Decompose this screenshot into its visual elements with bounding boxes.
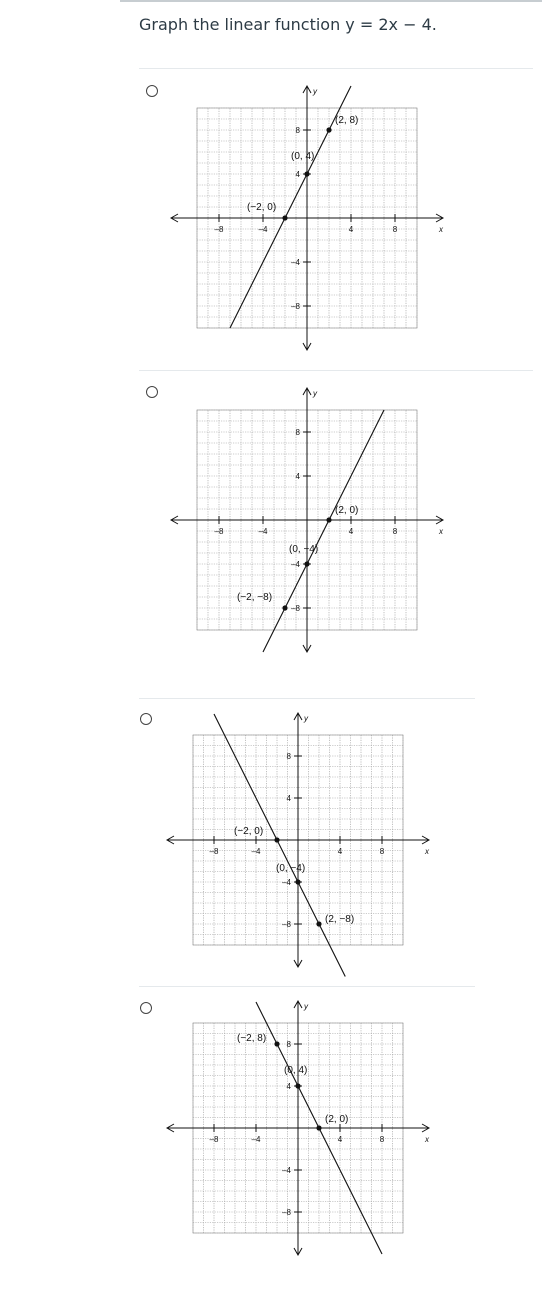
y-tick-label: 4 [295, 472, 300, 481]
x-axis-label: x [425, 847, 429, 856]
data-point [274, 837, 279, 842]
x-axis-label: x [439, 527, 443, 536]
axes [171, 86, 443, 350]
y-tick-label: –8 [291, 302, 300, 311]
y-axis-label: y [304, 1002, 308, 1011]
point-label: (2, 0) [335, 505, 359, 516]
option-2-graph [166, 372, 456, 672]
x-tick-label: –8 [209, 1135, 219, 1144]
data-point [282, 605, 287, 610]
option-4-radio[interactable] [140, 1002, 152, 1014]
x-tick-label: –8 [214, 527, 224, 536]
data-point [295, 1083, 300, 1088]
point-label: (0, −4) [289, 544, 319, 555]
data-point [326, 127, 331, 132]
data-point [282, 215, 287, 220]
x-tick-label: 8 [392, 225, 398, 234]
x-tick-label: 8 [392, 527, 398, 536]
y-tick-label: –4 [291, 560, 300, 569]
x-tick-label: –4 [258, 527, 268, 536]
data-point [316, 1125, 321, 1130]
y-tick-label: –8 [282, 1208, 291, 1217]
option-divider [139, 698, 475, 699]
point-label: (2, −8) [325, 914, 355, 925]
x-tick-label: 8 [379, 847, 385, 856]
y-axis-label: y [313, 87, 317, 96]
data-point [326, 517, 331, 522]
y-tick-label: 4 [286, 1082, 291, 1091]
x-axis-label: x [425, 1135, 429, 1144]
x-tick-label: 4 [337, 847, 343, 856]
x-tick-label: –4 [251, 1135, 261, 1144]
x-tick-label: 4 [348, 527, 354, 536]
y-tick-label: 8 [295, 428, 300, 437]
data-point [304, 171, 309, 176]
option-4-graph [158, 988, 443, 1288]
x-tick-label: –4 [251, 847, 261, 856]
x-tick-label: 8 [379, 1135, 385, 1144]
y-tick-label: –4 [282, 1166, 291, 1175]
x-tick-label: –8 [214, 225, 224, 234]
option-divider [139, 986, 475, 987]
data-point [304, 561, 309, 566]
top-divider [120, 0, 542, 2]
option-divider [139, 68, 533, 69]
y-tick-label: –8 [291, 604, 300, 613]
point-label: (−2, 0) [247, 202, 277, 213]
point-label: (−2, −8) [237, 592, 273, 603]
option-divider [139, 370, 533, 371]
point-label: (−2, 0) [234, 826, 264, 837]
point-label: (2, 0) [325, 1114, 349, 1125]
y-axis-label: y [313, 389, 317, 398]
data-point [316, 921, 321, 926]
option-2-radio[interactable] [146, 386, 158, 398]
option-1-graph [166, 70, 456, 370]
point-label: (0, 4) [291, 151, 315, 162]
x-tick-label: –4 [258, 225, 268, 234]
x-axis-label: x [439, 225, 443, 234]
y-tick-label: 4 [286, 794, 291, 803]
function-line [214, 714, 345, 977]
option-3-graph [158, 700, 443, 980]
point-label: (−2, 8) [237, 1033, 267, 1044]
point-label: (0, 4) [284, 1065, 308, 1076]
option-1-radio[interactable] [146, 85, 158, 97]
axes [167, 713, 429, 967]
y-tick-label: –8 [282, 920, 291, 929]
y-tick-label: 8 [286, 752, 291, 761]
y-tick-label: 8 [295, 126, 300, 135]
option-3-radio[interactable] [140, 713, 152, 725]
axes [167, 1001, 429, 1255]
data-point [295, 879, 300, 884]
axes [171, 388, 443, 652]
data-point [274, 1041, 279, 1046]
y-tick-label: –4 [291, 258, 300, 267]
x-tick-label: 4 [337, 1135, 343, 1144]
y-tick-label: 4 [295, 170, 300, 179]
x-tick-label: –8 [209, 847, 219, 856]
y-axis-label: y [304, 714, 308, 723]
y-tick-label: –4 [282, 878, 291, 887]
y-tick-label: 8 [286, 1040, 291, 1049]
x-tick-label: 4 [348, 225, 354, 234]
question-text: Graph the linear function y = 2x − 4. [139, 15, 437, 34]
point-label: (2, 8) [335, 115, 359, 126]
point-label: (0, −4) [276, 863, 306, 874]
